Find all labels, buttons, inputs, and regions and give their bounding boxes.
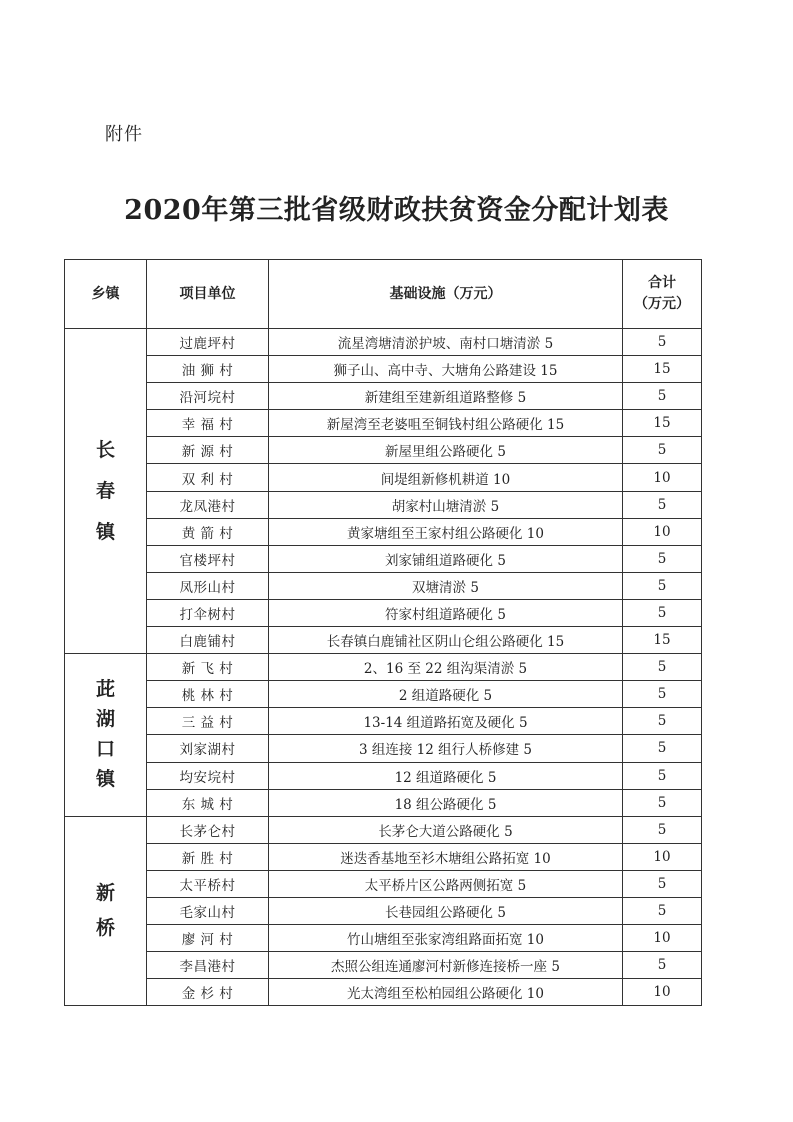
unit-cell: 白鹿铺村: [147, 627, 269, 654]
infrastructure-cell: 黄家塘组至王家村组公路硬化 10: [269, 518, 623, 545]
infrastructure-cell: 狮子山、高中寺、大塘角公路建设 15: [269, 356, 623, 383]
unit-cell: 油 狮 村: [147, 356, 269, 383]
total-cell: 5: [623, 897, 702, 924]
infrastructure-cell: 流星湾塘清淤护坡、南村口塘清淤 5: [269, 329, 623, 356]
infrastructure-cell: 3 组连接 12 组行人桥修建 5: [269, 735, 623, 762]
column-header-total: [623, 260, 702, 329]
table-row: [65, 870, 702, 897]
infrastructure-cell: 新屋湾至老婆咀至铜钱村组公路硬化 15: [269, 410, 623, 437]
table-row: [65, 925, 702, 952]
infrastructure-cell: 竹山塘组至张家湾组路面拓宽 10: [269, 925, 623, 952]
total-cell: 15: [623, 356, 702, 383]
column-header-total-line1: 合计: [648, 275, 676, 291]
total-cell: 5: [623, 816, 702, 843]
town-cell: 新 桥: [65, 816, 147, 1006]
total-cell: 5: [623, 437, 702, 464]
total-cell: 5: [623, 329, 702, 356]
infrastructure-cell: 13-14 组道路拓宽及硬化 5: [269, 708, 623, 735]
total-cell: 10: [623, 518, 702, 545]
infrastructure-cell: 间堤组新修机耕道 10: [269, 464, 623, 491]
total-cell: 5: [623, 383, 702, 410]
table-row: [65, 843, 702, 870]
table-row: [65, 491, 702, 518]
infrastructure-cell: 新建组至建新组道路整修 5: [269, 383, 623, 410]
table-row: [65, 437, 702, 464]
table-row: [65, 897, 702, 924]
total-cell: 15: [623, 410, 702, 437]
column-header-unit: 项目单位: [147, 260, 269, 329]
unit-cell: 官楼坪村: [147, 545, 269, 572]
infrastructure-cell: 长春镇白鹿铺社区阴山仑组公路硬化 15: [269, 627, 623, 654]
total-cell: 5: [623, 572, 702, 599]
infrastructure-cell: 太平桥片区公路两侧拓宽 5: [269, 870, 623, 897]
total-cell: 5: [623, 735, 702, 762]
total-cell: 5: [623, 789, 702, 816]
attachment-label: 附件: [105, 124, 143, 145]
table-row: [65, 735, 702, 762]
town-cell: 茈 湖 口 镇: [65, 654, 147, 817]
unit-cell: 长茅仑村: [147, 816, 269, 843]
total-cell: 5: [623, 599, 702, 626]
column-header-infrastructure: 基础设施（万元）: [269, 260, 623, 329]
total-cell: 5: [623, 708, 702, 735]
table-body: [65, 329, 702, 1006]
unit-cell: 李昌港村: [147, 952, 269, 979]
table-row: [65, 518, 702, 545]
table-row: [65, 816, 702, 843]
infrastructure-cell: 新屋里组公路硬化 5: [269, 437, 623, 464]
unit-cell: 桃 林 村: [147, 681, 269, 708]
unit-cell: 凤形山村: [147, 572, 269, 599]
table-row: [65, 383, 702, 410]
table-row: [65, 952, 702, 979]
infrastructure-cell: 2、16 至 22 组沟渠清淤 5: [269, 654, 623, 681]
unit-cell: 东 城 村: [147, 789, 269, 816]
infrastructure-cell: 迷迭香基地至衫木塘组公路拓宽 10: [269, 843, 623, 870]
unit-cell: 三 益 村: [147, 708, 269, 735]
document-title: 2020年第三批省级财政扶贫资金分配计划表: [124, 195, 669, 226]
table-row: [65, 979, 702, 1006]
table-row: [65, 627, 702, 654]
table-row: [65, 410, 702, 437]
table-row: [65, 356, 702, 383]
unit-cell: 过鹿坪村: [147, 329, 269, 356]
column-header-town: 乡镇: [65, 260, 147, 329]
infrastructure-cell: 符家村组道路硬化 5: [269, 599, 623, 626]
total-cell: 5: [623, 952, 702, 979]
unit-cell: 双 利 村: [147, 464, 269, 491]
town-cell: 长 春 镇: [65, 329, 147, 654]
infrastructure-cell: 12 组道路硬化 5: [269, 762, 623, 789]
unit-cell: 新 胜 村: [147, 843, 269, 870]
total-cell: 5: [623, 491, 702, 518]
infrastructure-cell: 长巷园组公路硬化 5: [269, 897, 623, 924]
unit-cell: 龙凤港村: [147, 491, 269, 518]
unit-cell: 打伞树村: [147, 599, 269, 626]
table-row: [65, 708, 702, 735]
infrastructure-cell: 双塘清淤 5: [269, 572, 623, 599]
unit-cell: 幸 福 村: [147, 410, 269, 437]
infrastructure-cell: 18 组公路硬化 5: [269, 789, 623, 816]
total-cell: 10: [623, 979, 702, 1006]
unit-cell: 金 杉 村: [147, 979, 269, 1006]
unit-cell: 太平桥村: [147, 870, 269, 897]
total-cell: 5: [623, 545, 702, 572]
total-cell: 5: [623, 654, 702, 681]
table-row: [65, 329, 702, 356]
unit-cell: 均安垸村: [147, 762, 269, 789]
table-row: [65, 789, 702, 816]
total-cell: 10: [623, 464, 702, 491]
unit-cell: 廖 河 村: [147, 925, 269, 952]
table-row: [65, 654, 702, 681]
unit-cell: 毛家山村: [147, 897, 269, 924]
table-row: [65, 545, 702, 572]
unit-cell: 黄 箭 村: [147, 518, 269, 545]
infrastructure-cell: 2 组道路硬化 5: [269, 681, 623, 708]
unit-cell: 新 源 村: [147, 437, 269, 464]
unit-cell: 新 飞 村: [147, 654, 269, 681]
column-header-total-line2: （万元）: [634, 296, 690, 312]
unit-cell: 沿河垸村: [147, 383, 269, 410]
total-cell: 5: [623, 762, 702, 789]
table-row: [65, 599, 702, 626]
total-cell: 10: [623, 925, 702, 952]
infrastructure-cell: 刘家铺组道路硬化 5: [269, 545, 623, 572]
infrastructure-cell: 光太湾组至松柏园组公路硬化 10: [269, 979, 623, 1006]
infrastructure-cell: 杰照公组连通廖河村新修连接桥一座 5: [269, 952, 623, 979]
infrastructure-cell: 长茅仑大道公路硬化 5: [269, 816, 623, 843]
unit-cell: 刘家湖村: [147, 735, 269, 762]
total-cell: 15: [623, 627, 702, 654]
table-header-row: [65, 260, 702, 329]
allocation-table: [64, 259, 702, 1006]
total-cell: 5: [623, 681, 702, 708]
table-row: [65, 464, 702, 491]
table-row: [65, 681, 702, 708]
table-row: [65, 572, 702, 599]
total-cell: 5: [623, 870, 702, 897]
infrastructure-cell: 胡家村山塘清淤 5: [269, 491, 623, 518]
table-row: [65, 762, 702, 789]
total-cell: 10: [623, 843, 702, 870]
